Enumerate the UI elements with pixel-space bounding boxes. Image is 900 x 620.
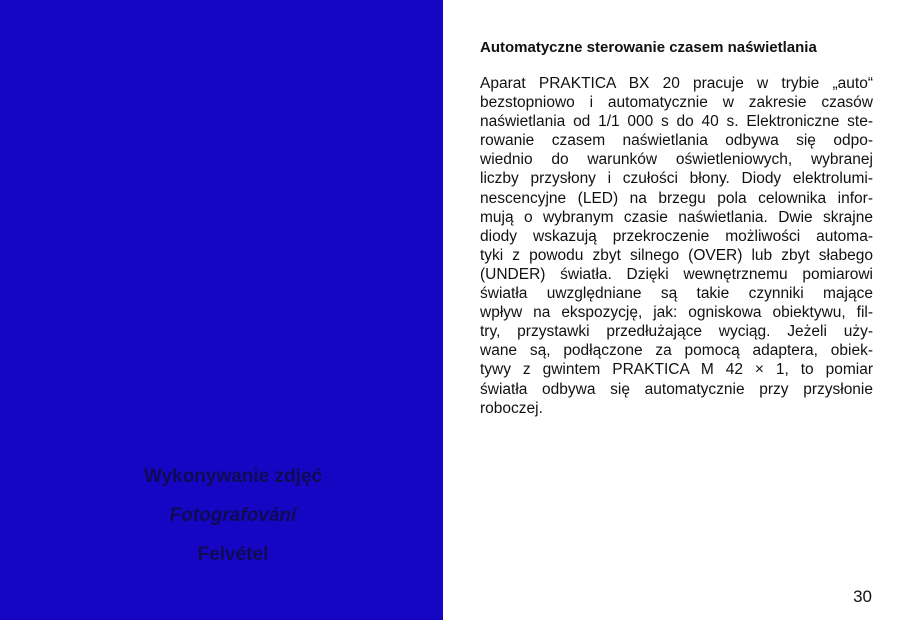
body-line: wiednio do warunków oświetleniowych, wybranej xyxy=(480,151,873,169)
section-heading: Automatyczne sterowanie czasem naświetlania xyxy=(480,39,817,56)
body-line: (UNDER) światła. Dzięki wewnętrznemu pomiarowi xyxy=(480,265,873,283)
body-line: wpływ na ekspozycję, jak: ogniskowa obiektywu, fil- xyxy=(480,304,873,322)
title-hungarian: Felvétel xyxy=(197,544,269,565)
body-line: liczby przysłony i czułości błony. Diody elektrolumi- xyxy=(480,170,873,188)
body-line: diody wskazują przekroczenie możliwości automa- xyxy=(480,227,873,245)
body-line: roboczej. xyxy=(480,399,543,417)
body-line: tyki z powodu zbyt silnego (OVER) lub zbyt słabego xyxy=(480,246,873,264)
body-text xyxy=(480,74,873,418)
body-line: bezstopniowo i automatycznie w zakresie czasów xyxy=(480,94,873,112)
right-page xyxy=(443,0,900,620)
page-number: 30 xyxy=(853,587,872,606)
body-line: nescencyjne (LED) na brzegu pola celownika infor- xyxy=(480,189,873,207)
body-line: Aparat PRAKTICA BX 20 pracuje w trybie „auto“ xyxy=(480,75,873,92)
body-line: mują o wybranym czasie naświetlania. Dwie skrajne xyxy=(480,208,873,226)
section-titles xyxy=(0,466,466,565)
body-line: tywy z gwintem PRAKTICA M 42 × 1, to pomiar xyxy=(480,361,873,379)
body-line: wane są, podłączone za pomocą adaptera, obiek- xyxy=(480,342,873,360)
body-line: try, przystawki przedłużające wyciąg. Jeżeli uży- xyxy=(480,323,873,341)
title-polish: Wykonywanie zdjęć xyxy=(143,466,323,487)
body-line: naświetlania od 1/1 000 s do 40 s. Elektroniczne ste- xyxy=(480,113,873,131)
left-page-blue-panel xyxy=(0,0,443,620)
body-line: światła uwzględniane są takie czynniki mające xyxy=(480,285,873,303)
title-czech: Fotografování xyxy=(169,505,297,526)
body-line: światła odbywa się automatycznie przy przysłonie xyxy=(480,380,873,398)
body-line: rowanie czasem naświetlania odbywa się odpo- xyxy=(480,132,873,150)
